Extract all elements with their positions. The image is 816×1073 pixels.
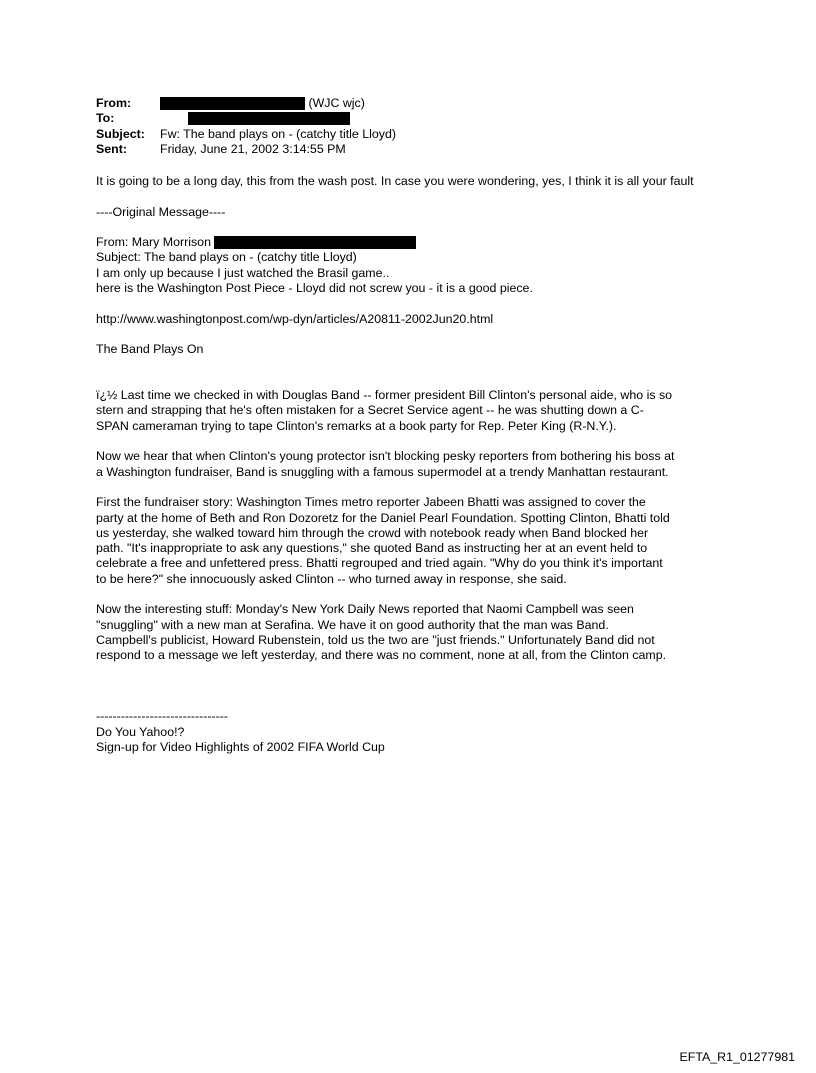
redaction-bar bbox=[160, 97, 305, 110]
redaction-bar bbox=[188, 112, 350, 125]
article-title: The Band Plays On bbox=[96, 342, 204, 357]
from-suffix: (WJC wjc) bbox=[305, 96, 365, 110]
intro-text: It is going to be a long day, this from the wash post. In case you were wondering, yes, I think it is all your fault bbox=[96, 174, 694, 188]
paragraph-line: party at the home of Beth and Ron Dozoretz for the Daniel Pearl Foundation. Spotting Clinton, Bhatti told bbox=[96, 510, 670, 525]
original-message-marker: ----Original Message---- bbox=[96, 204, 226, 219]
paragraph-line: path. "It's inappropriate to ask any questions," she quoted Band as instructing her at an event held to bbox=[96, 541, 648, 556]
paragraph-line: celebrate a free and unfettered press. Bhatti regrouped and tried again. "Why do you think it's important bbox=[96, 556, 663, 571]
article-paragraph bbox=[96, 495, 724, 587]
article-paragraph bbox=[96, 602, 724, 663]
from-label: From: bbox=[96, 96, 132, 110]
paragraph-line: a Washington fundraiser, Band is snuggling with a famous supermodel at a trendy Manhattan restaurant. bbox=[96, 464, 669, 479]
subject-value: Fw: The band plays on - (catchy title Lloyd) bbox=[160, 126, 396, 141]
paragraph-line: First the fundraiser story: Washington Times metro reporter Jabeen Bhatti was assigned to cover the bbox=[96, 495, 646, 510]
email-header bbox=[96, 96, 736, 157]
email-signature bbox=[96, 709, 724, 755]
paragraph-line: ï¿½ Last time we checked in with Douglas Band -- former president Bill Clinton's personal aide, who is so bbox=[96, 388, 673, 403]
paragraph-line: to be here?" she innocuously asked Clinton -- who turned away in response, she said. bbox=[96, 571, 567, 586]
spacer bbox=[96, 373, 724, 388]
to-row bbox=[96, 111, 736, 126]
paragraph-line: Now we hear that when Clinton's young protector isn't blocking pesky reporters from bothering his boss at bbox=[96, 449, 675, 464]
original-subject: Subject: The band plays on - (catchy title Lloyd) bbox=[96, 250, 357, 265]
from-value bbox=[160, 96, 365, 111]
paragraph-line: respond to a message we left yesterday, and there was no comment, none at all, from the Clinton camp. bbox=[96, 648, 667, 663]
subject-row bbox=[96, 127, 736, 142]
spacer bbox=[96, 679, 724, 710]
sent-value: Friday, June 21, 2002 3:14:55 PM bbox=[160, 141, 346, 156]
subject-label: Subject: bbox=[96, 126, 145, 141]
redaction-bar bbox=[214, 236, 416, 249]
original-line-2: here is the Washington Post Piece - Lloyd did not screw you - it is a good piece. bbox=[96, 281, 533, 296]
document-id: EFTA_R1_01277981 bbox=[679, 1050, 795, 1064]
signature-line-2: Sign-up for Video Highlights of 2002 FIFA World Cup bbox=[96, 739, 385, 754]
original-message-header bbox=[96, 235, 724, 296]
sent-label: Sent: bbox=[96, 141, 127, 156]
signature-line-1: Do You Yahoo!? bbox=[96, 724, 185, 739]
original-from bbox=[96, 235, 724, 250]
paragraph-line: SPAN cameraman trying to tape Clinton's remarks at a book party for Rep. Peter King (R-N.Y.). bbox=[96, 418, 617, 433]
article-url: http://www.washingtonpost.com/wp-dyn/articles/A20811-2002Jun20.html bbox=[96, 311, 494, 326]
article-paragraph bbox=[96, 388, 724, 434]
to-label: To: bbox=[96, 111, 115, 126]
paragraph-line: Campbell's publicist, Howard Rubenstein, told us the two are "just friends." Unfortunately Band did not bbox=[96, 632, 655, 647]
article-paragraph bbox=[96, 449, 724, 480]
signature-divider: -------------------------------- bbox=[96, 709, 229, 724]
sent-row bbox=[96, 142, 736, 157]
original-from-text: From: Mary Morrison bbox=[96, 235, 211, 250]
paragraph-line: us yesterday, she walked toward him through the crowd with notebook ready when Band blocked her bbox=[96, 525, 649, 540]
paragraph-line: "snuggling" with a new man at Serafina. We have it on good authority that the man was Band. bbox=[96, 617, 609, 632]
email-body bbox=[96, 174, 724, 755]
paragraph-line: stern and strapping that he's often mistaken for a Secret Service agent -- he was shutting down a C- bbox=[96, 403, 644, 418]
to-value bbox=[160, 112, 350, 125]
original-line-1: I am only up because I just watched the Brasil game.. bbox=[96, 265, 390, 280]
paragraph-line: Now the interesting stuff: Monday's New York Daily News reported that Naomi Campbell was seen bbox=[96, 602, 634, 617]
from-row bbox=[96, 96, 736, 111]
